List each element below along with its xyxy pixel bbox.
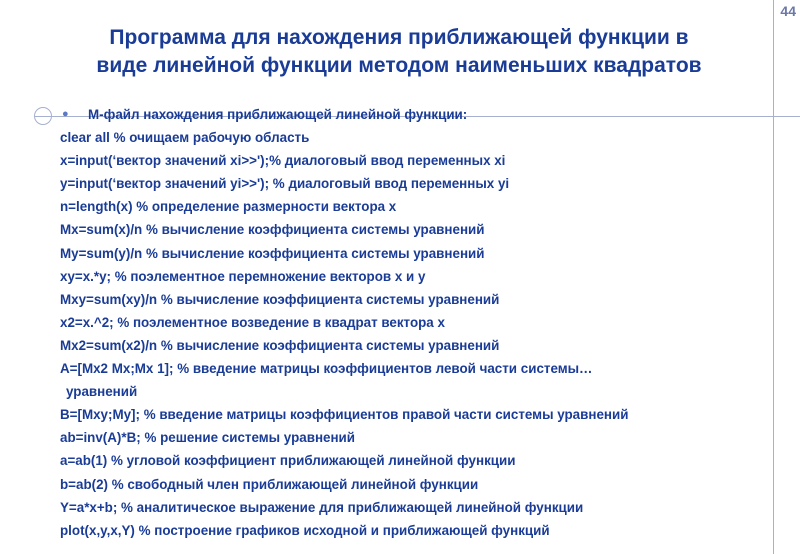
code-listing <box>60 103 772 542</box>
title-line-1: Программа для нахождения приближающей функции в <box>109 26 689 49</box>
code-line: clear all % очищаем рабочую область <box>60 130 310 146</box>
bullet-item <box>60 103 772 126</box>
code-line: y=input(‘вектор значений yi>>'); % диалоговый ввод переменных yi <box>60 176 510 192</box>
bullet-icon: ● <box>62 108 69 120</box>
code-line: Mx2=sum(x2)/n % вычисление коэффициента системы уравнений <box>60 337 500 353</box>
code-line: Y=a*x+b; % аналитическое выражение для приближающей линейной функции <box>60 499 584 515</box>
code-line: Mxy=sum(xy)/n % вычисление коэффициента системы уравнений <box>60 291 500 307</box>
page-number-box <box>774 0 800 28</box>
slide-title <box>24 24 774 80</box>
code-line: x=input(‘вектор значений xi>>');% диалоговый ввод переменных xi <box>60 153 506 169</box>
code-line: B=[Mxy;My]; % введение матрицы коэффициентов правой части системы уравнений <box>60 407 629 423</box>
code-line: n=length(x) % определение размерности вектора x <box>60 199 397 215</box>
decorative-circle <box>34 107 52 125</box>
bullet-text: М-файл нахождения приближающей линейной функции: <box>88 107 468 122</box>
code-line: My=sum(y)/n % вычисление коэффициента системы уравнений <box>60 245 485 261</box>
code-line: Mx=sum(x)/n % вычисление коэффициента системы уравнений <box>60 222 485 238</box>
code-line: plot(x,y,x,Y) % построение графиков исходной и приближающей функций <box>60 522 550 538</box>
page-number: 44 <box>780 3 796 19</box>
code-line: a=ab(1) % угловой коэффициент приближающей линейной функции <box>60 453 516 469</box>
code-line: ab=inv(A)*B; % решение системы уравнений <box>60 430 356 446</box>
code-line-continuation: уравнений <box>66 384 138 400</box>
code-line: A=[Mx2 Mx;Mx 1]; % введение матрицы коэффициентов левой части системы… <box>60 361 593 377</box>
code-line: x2=x.^2; % поэлементное возведение в квадрат вектора x <box>60 314 445 330</box>
decorative-vertical-line <box>773 0 774 554</box>
code-line: xy=x.*y; % поэлементное перемножение векторов x и y <box>60 268 426 284</box>
title-line-2: виде линейной функции методом наименьших квадратов <box>96 54 702 77</box>
code-line: b=ab(2) % свободный член приближающей линейной функции <box>60 476 479 492</box>
